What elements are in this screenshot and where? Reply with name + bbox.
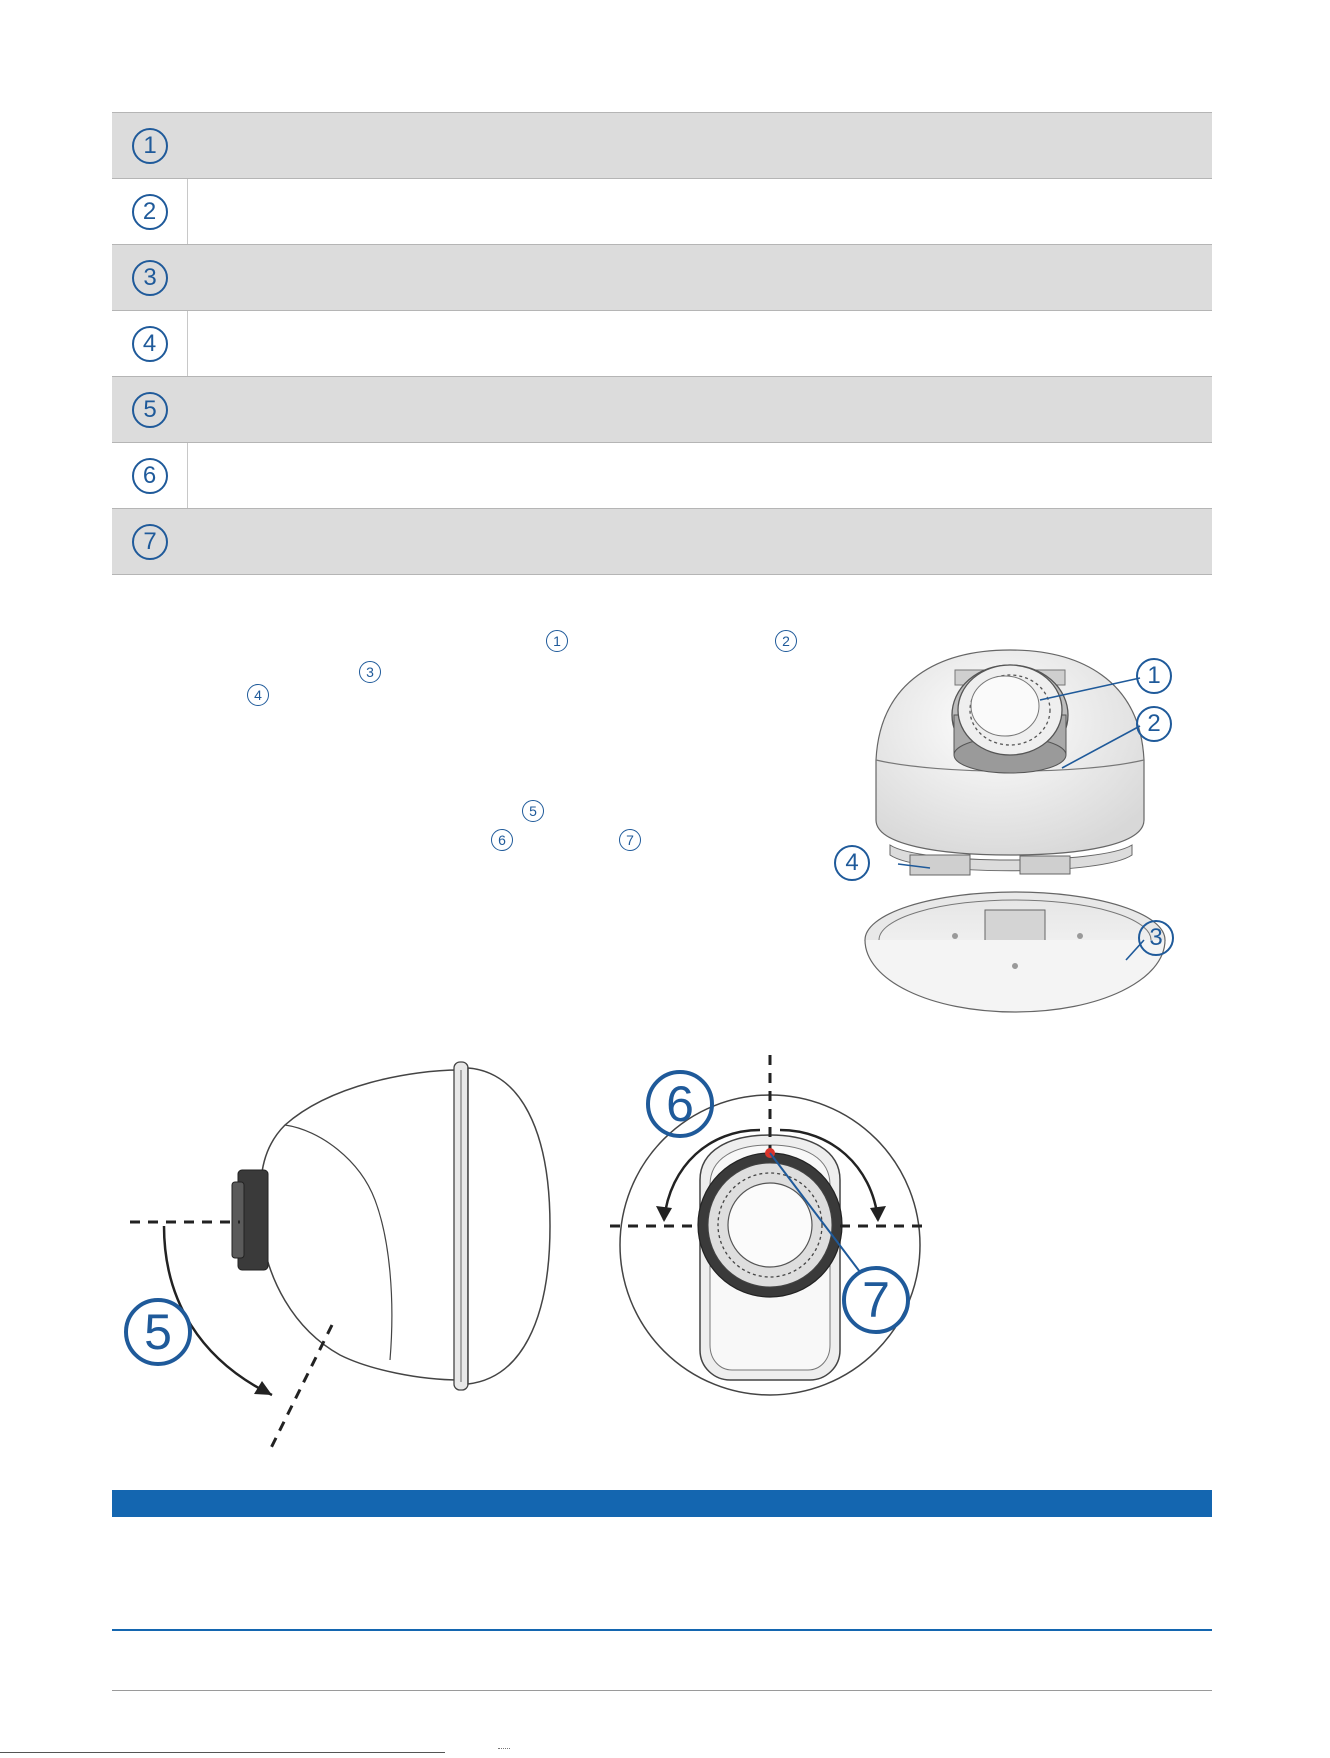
legend-row-7 — [112, 509, 1212, 575]
footer-mark — [498, 1748, 510, 1752]
legend-row-1 — [112, 113, 1212, 179]
legend-desc — [188, 443, 1212, 508]
callout-1-icon: 1 — [132, 128, 168, 164]
side-tilt-figure — [120, 1050, 580, 1460]
fig-callout-1-icon: 1 — [1136, 658, 1172, 694]
legend-row-5 — [112, 377, 1212, 443]
callout-3-icon: 3 — [132, 260, 168, 296]
legend-desc — [188, 245, 1212, 310]
legend-row-3 — [112, 245, 1212, 311]
inline-callout-4-icon: 4 — [247, 684, 269, 706]
legend-desc — [188, 377, 1212, 442]
legend-desc — [188, 179, 1212, 244]
fig-callout-5-icon: 5 — [124, 1298, 192, 1366]
legend-desc — [188, 113, 1212, 178]
callout-2-icon: 2 — [132, 194, 168, 230]
section-header-bar — [112, 1490, 1212, 1517]
legend-desc — [188, 509, 1212, 574]
callout-6-icon: 6 — [132, 458, 168, 494]
inline-callout-3-icon: 3 — [359, 661, 381, 683]
inline-callout-7-icon: 7 — [619, 829, 641, 851]
fig-callout-7-icon: 7 — [842, 1266, 910, 1334]
section-divider — [112, 1629, 1212, 1631]
fig-callout-3-icon: 3 — [1138, 920, 1174, 956]
inline-callout-6-icon: 6 — [491, 829, 513, 851]
front-pan-figure — [610, 1050, 950, 1450]
inline-callout-2-icon: 2 — [775, 630, 797, 652]
inline-callout-1-icon: 1 — [546, 630, 568, 652]
legend-row-4 — [112, 311, 1212, 377]
fig-callout-4-icon: 4 — [834, 845, 870, 881]
footer-line — [0, 1752, 445, 1753]
fig-callout-6-icon: 6 — [646, 1070, 714, 1138]
legend-row-6 — [112, 443, 1212, 509]
callout-7-icon: 7 — [132, 524, 168, 560]
callout-5-icon: 5 — [132, 392, 168, 428]
callout-4-icon: 4 — [132, 326, 168, 362]
legend-row-2 — [112, 179, 1212, 245]
exploded-camera-figure — [840, 640, 1180, 1020]
legend-desc — [188, 311, 1212, 376]
inline-callout-5-icon: 5 — [522, 800, 544, 822]
footer-rule — [112, 1690, 1212, 1691]
fig-callout-2-icon: 2 — [1136, 706, 1172, 742]
legend-table — [112, 112, 1212, 575]
